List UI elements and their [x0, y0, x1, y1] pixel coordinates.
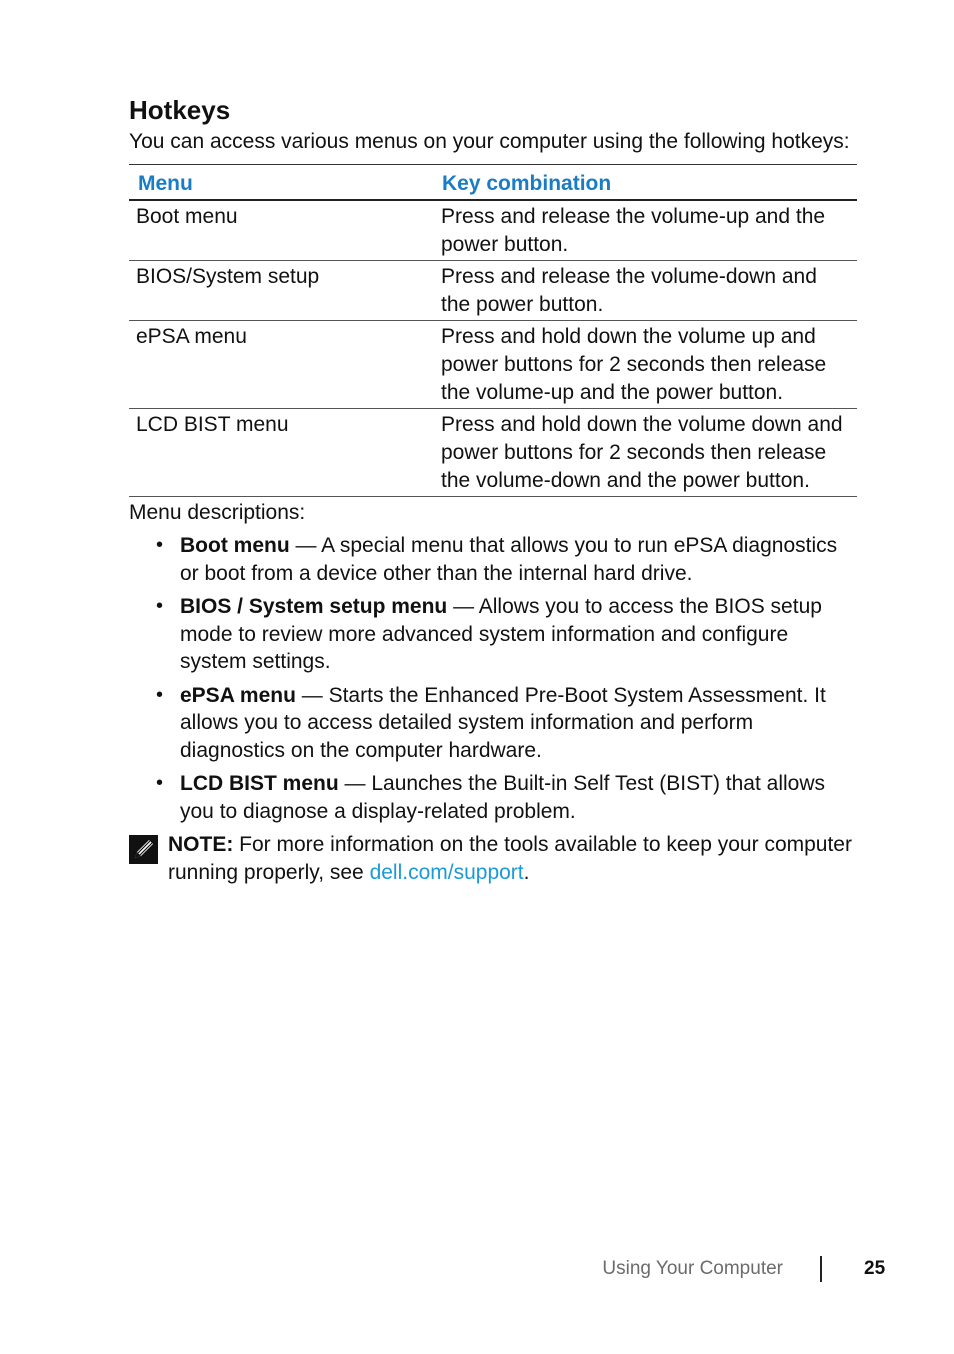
note-end: . — [523, 861, 530, 884]
menu-cell: ePSA menu — [129, 321, 436, 409]
table-header-row — [129, 165, 857, 201]
note-label: NOTE: — [168, 833, 234, 856]
list-item — [129, 593, 857, 676]
list-item — [129, 770, 857, 825]
list-item-text: — Launches the Built-in Self Test (BIST) that allows you to diagnose a display-related problem. — [180, 772, 826, 823]
pencil-note-icon — [129, 835, 158, 864]
page-title: Hotkeys — [129, 95, 231, 125]
list-item — [129, 532, 857, 587]
list-item-term: Boot menu — [180, 534, 290, 557]
list-item-term: BIOS / System setup menu — [180, 595, 448, 618]
page-number: 25 — [864, 1258, 886, 1279]
hotkeys-table — [129, 164, 857, 497]
bullet-icon: • — [156, 683, 164, 706]
menu-descriptions-list — [129, 532, 857, 825]
menu-cell: BIOS/System setup — [129, 261, 436, 321]
key-combination-cell: Press and release the volume-down and the power button. — [436, 261, 857, 321]
list-item-text: — Starts the Enhanced Pre-Boot System Assessment. It allows you to access detailed system information and perform diagnostics on the computer hardware. — [180, 683, 826, 762]
page-footer — [0, 1255, 954, 1285]
table-row — [129, 321, 857, 409]
note-block — [129, 831, 857, 887]
menu-descriptions-heading: Menu descriptions: — [129, 501, 306, 524]
support-link[interactable]: dell.com/support — [369, 861, 524, 884]
table-row — [129, 261, 857, 321]
footer-divider — [820, 1256, 822, 1282]
bullet-icon: • — [156, 534, 164, 556]
table-row — [129, 409, 857, 497]
menu-cell: Boot menu — [129, 200, 436, 261]
list-item — [129, 682, 857, 765]
note-text: For more information on the tools available to keep your computer running properly, see — [168, 833, 852, 884]
intro-paragraph: You can access various menus on your computer using the following hotkeys: — [129, 130, 850, 153]
key-combination-cell: Press and hold down the volume up and power buttons for 2 seconds then release the volume-up and the power button. — [436, 321, 857, 409]
list-item-term: LCD BIST menu — [180, 772, 339, 795]
column-header-key-combination: Key combination — [436, 165, 857, 201]
list-item-text: — A special menu that allows you to run ePSA diagnostics or boot from a device other than the internal hard drive. — [180, 534, 838, 585]
footer-section-title: Using Your Computer — [602, 1258, 783, 1279]
list-item-text: — Allows you to access the BIOS setup mode to review more advanced system information and configure system settings. — [180, 595, 822, 673]
page-content — [129, 94, 857, 887]
key-combination-cell: Press and release the volume-up and the power button. — [436, 200, 857, 261]
bullet-icon: • — [156, 772, 164, 794]
list-item-term: ePSA menu — [180, 683, 296, 707]
column-header-menu: Menu — [129, 165, 436, 201]
table-row — [129, 200, 857, 261]
menu-cell: LCD BIST menu — [129, 409, 436, 497]
bullet-icon: • — [156, 595, 164, 617]
key-combination-cell: Press and hold down the volume down and power buttons for 2 seconds then release the volume-down and the power button. — [436, 409, 857, 497]
